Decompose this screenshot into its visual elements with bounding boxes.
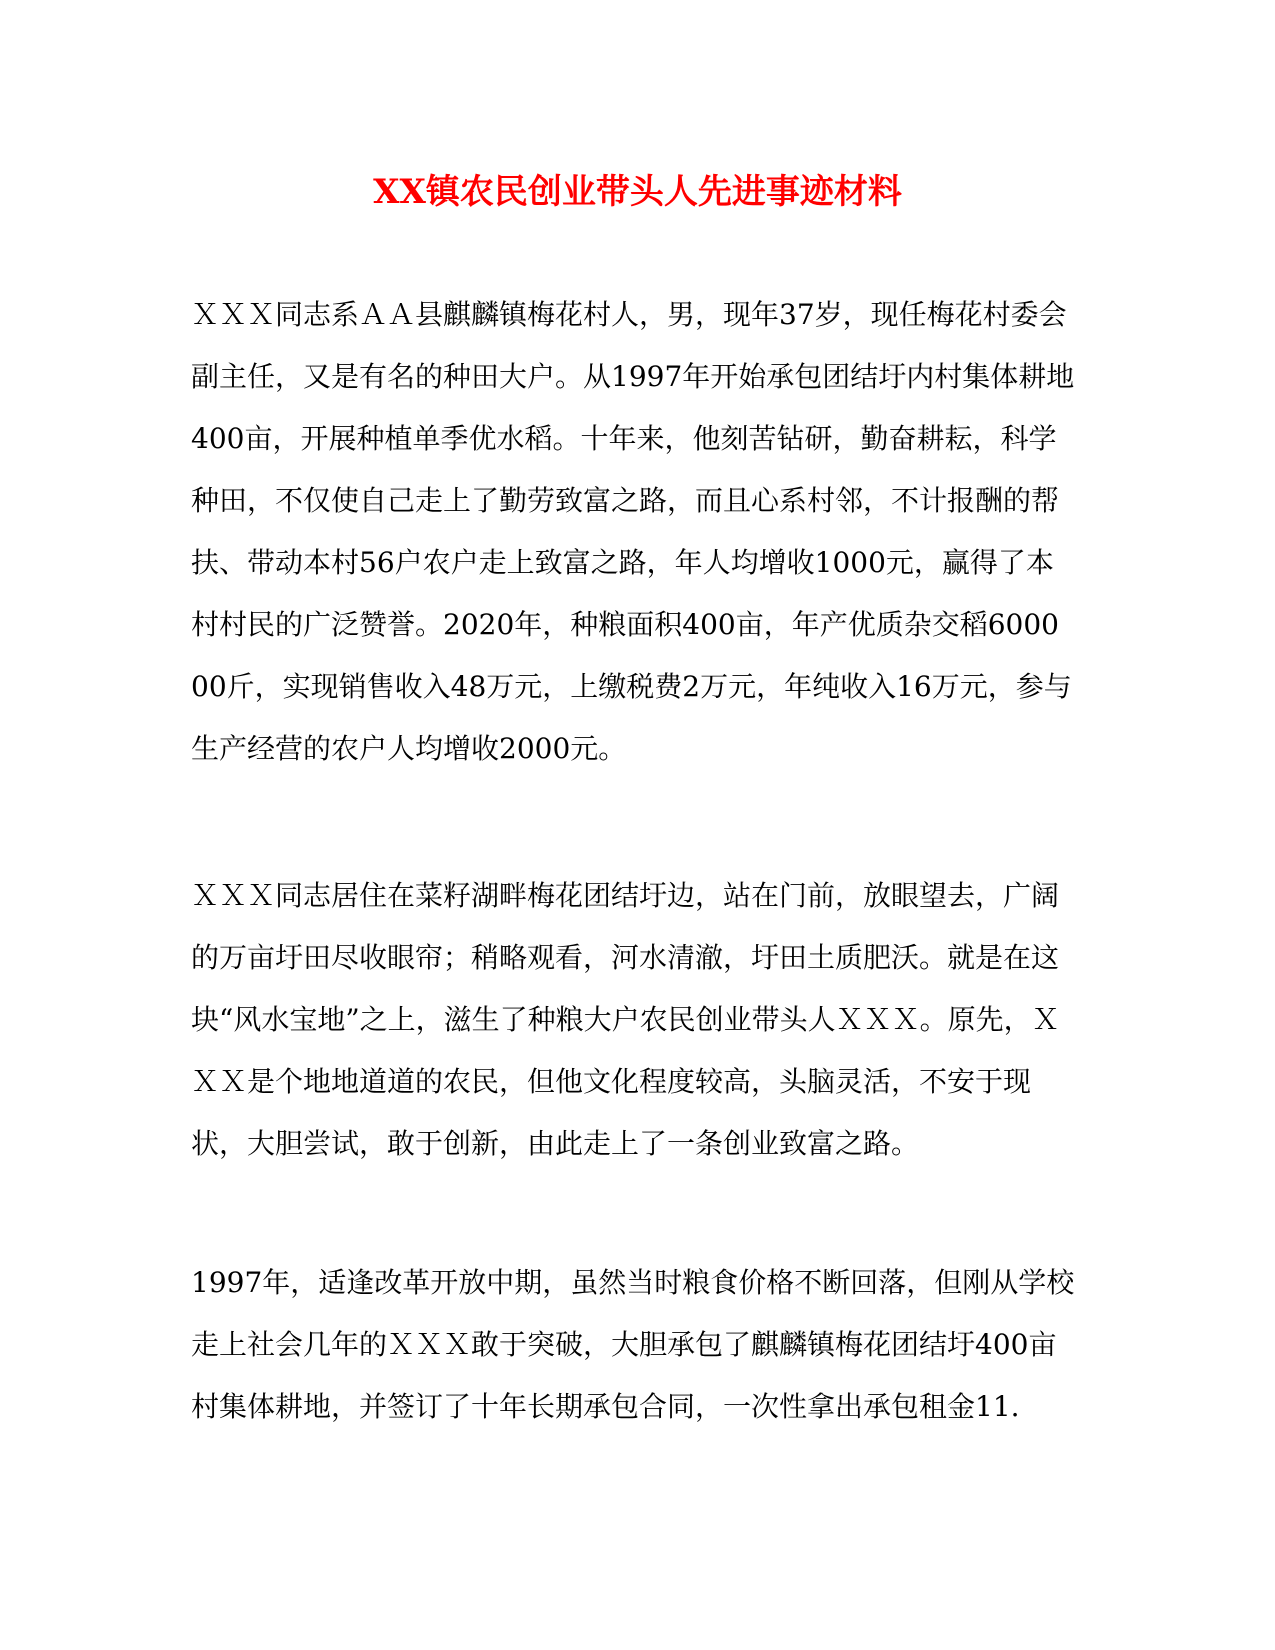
document-title: XX镇农民创业带头人先进事迹材料 xyxy=(373,172,902,212)
body-paragraph-1: ＸＸＸ同志系ＡＡ县麒麟镇梅花村人，男，现年37岁，现任梅花村委会副主任，又是有名的种田大户。从1997年开始承包团结圩内村集体耕地400亩，开展种植单季优水稻。十年来，他刻苦钻研，勤奋耕耘，科学种田，不仅使自己走上了勤劳致富之路，而且心系村邻，不计报酬的帮扶、带动本村56户农户走上致富之路，年人均增收1000元，赢得了本村村民的广泛赞誉。2020年，种粮面积400亩，年产优质杂交稻600000斤，实现销售收入48万元，上缴税费2万元，年纯收入16万元，参与生产经营的农户人均增收2000元。 xyxy=(191,298,1075,765)
body-paragraph-2: ＸＸＸ同志居住在菜籽湖畔梅花团结圩边，站在门前，放眼望去，广阔的万亩圩田尽收眼帘；稍略观看，河水清澈，圩田土质肥沃。就是在这块“风水宝地”之上，滋生了种粮大户农民创业带头人ＸＸＸ。原先，ＸＸＸ是个地地道道的农民，但他文化程度较高，头脑灵活，不安于现状，大胆尝试，敢于创新，由此走上了一条创业致富之路。 xyxy=(191,879,1060,1160)
body-paragraph-3: 1997年，适逢改革开放中期，虽然当时粮食价格不断回落，但刚从学校走上社会几年的ＸＸＸ敢于突破，大胆承包了麒麟镇梅花团结圩400亩村集体耕地，并签订了十年长期承包合同，一次性拿出承包租金11. xyxy=(191,1266,1075,1423)
